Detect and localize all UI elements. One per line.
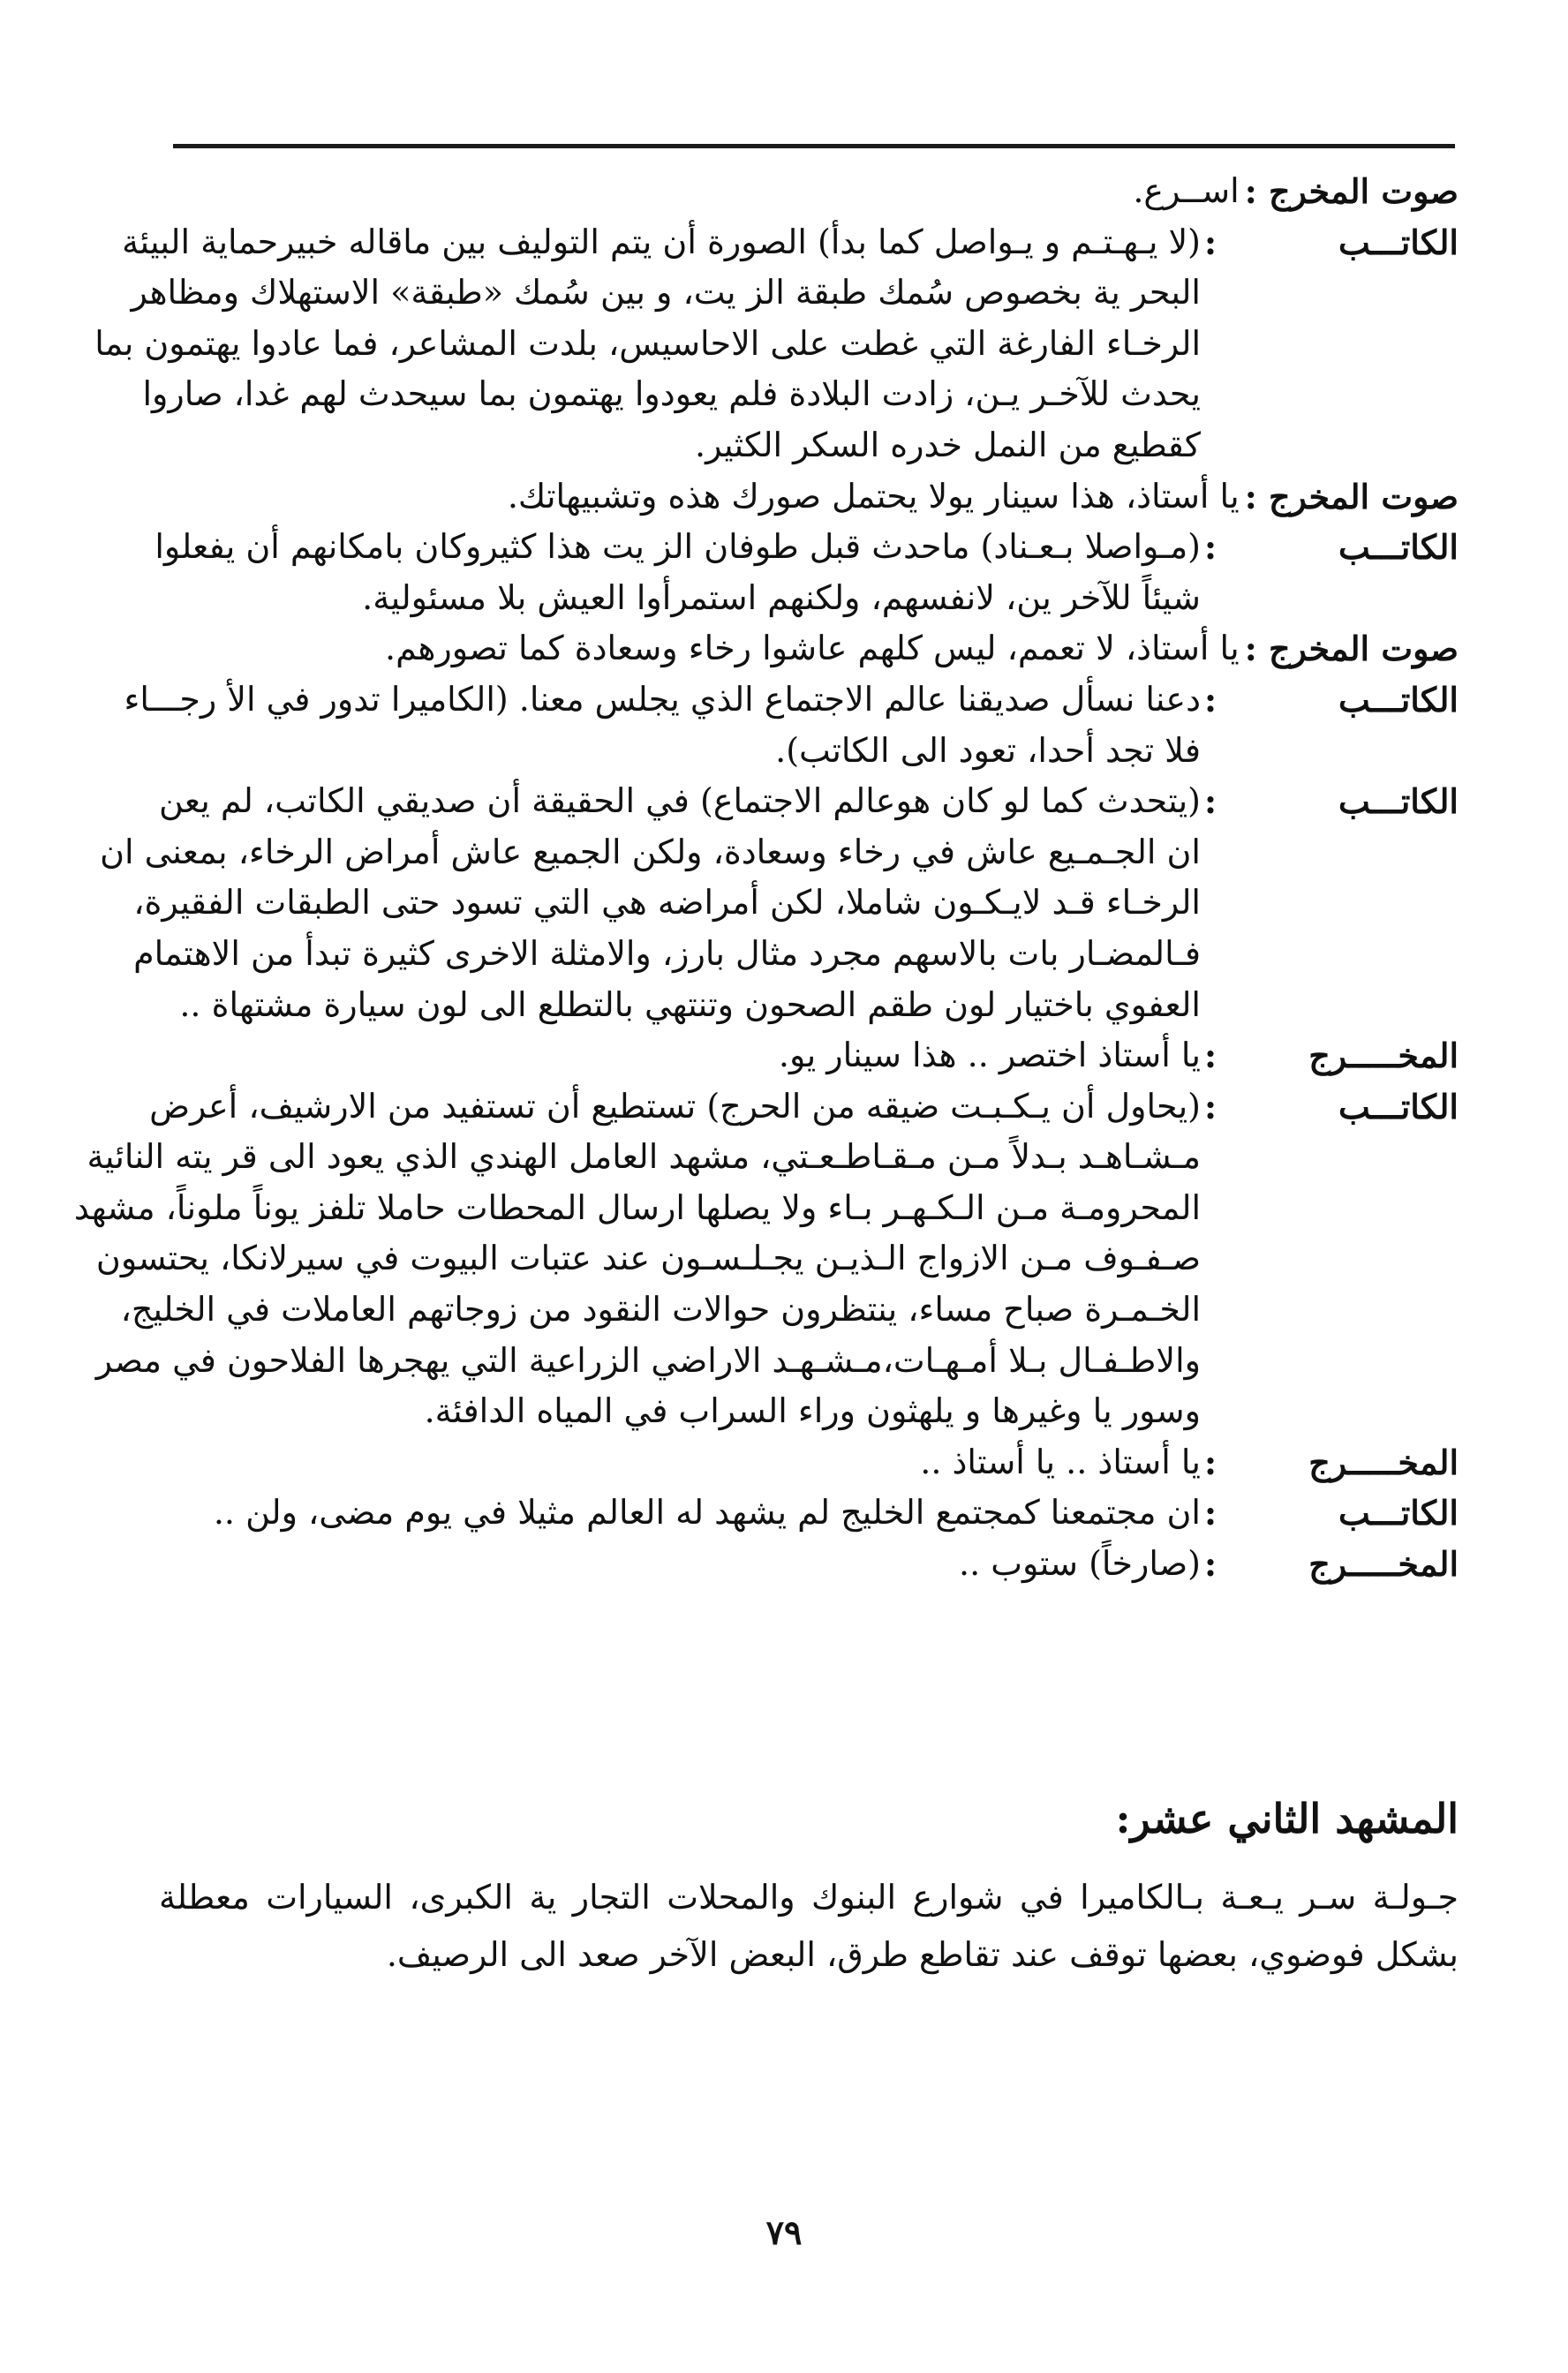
speaker-colon: : xyxy=(1204,1442,1217,1482)
dialogue-line xyxy=(142,369,1459,420)
speaker-colon: : xyxy=(1204,1036,1217,1076)
screenplay-dialogue xyxy=(73,166,1459,1590)
speaker-label xyxy=(1201,1081,1459,1133)
speaker-label xyxy=(1201,1539,1459,1590)
dialogue-text: (يحاول أن يـكـبـت ضيقه من الحرج) تستطيع أن تستفيد من الارشيف، أعرض xyxy=(149,1086,1201,1126)
dialogue-text: الخـمـرة صباح مساء، ينتظرون حوالات النقود من زوجاتهم العاملات في الخليج، xyxy=(120,1290,1201,1330)
dialogue-text: المحرومـة مـن الـكـهـر بـاء ولا يصلها ارسال المحطات حاملا تلفز يوناً ملوناً، مشهد xyxy=(73,1187,1201,1227)
speaker-label xyxy=(1201,522,1459,573)
scene-paragraph xyxy=(159,1869,1459,1984)
speaker-label xyxy=(1201,1437,1459,1488)
speaker-colon: : xyxy=(1204,1544,1217,1585)
speaker-colon: : xyxy=(1204,679,1217,719)
dialogue-text: البحر ية بخصوص سُمك طبقة الز يت، و بين سُمك «طبقة» الاستهلاك ومظاهر xyxy=(131,273,1201,313)
paragraph-text: جـولـة سـر يـعـة بـالكاميرا في شوارع البنوك والمحلات التجار ية الكبرى، السيارات معطلة xyxy=(159,1878,1459,1917)
page-number: ٧٩ xyxy=(765,2212,803,2252)
dialogue-text: يا أستاذ، لا تعمم، ليس كلهم عاشوا رخاء وسعادة كما تصورهم. xyxy=(385,629,1240,668)
dialogue-text: فلا تجد أحدا، تعود الى الكاتب). xyxy=(775,730,1201,770)
dialogue-line xyxy=(94,319,1459,370)
paragraph-line xyxy=(159,1926,1459,1984)
speaker-label xyxy=(1201,1488,1459,1539)
dialogue-line xyxy=(155,522,1459,573)
dialogue-text: شيئاً للآخر ين، لانفسهم، ولكنهم استمرأوا العيش بلا مسئولية. xyxy=(362,577,1201,617)
speaker-label: صوت المخرج : xyxy=(1244,476,1459,516)
speaker-name: المخـــــرج xyxy=(1308,1036,1459,1076)
dialogue-line xyxy=(124,674,1459,726)
dialogue-line xyxy=(159,420,1459,471)
speaker-name: الكاتـــب xyxy=(1338,1086,1459,1126)
speaker-label xyxy=(1201,1030,1459,1081)
dialogue-line xyxy=(159,166,1459,217)
paragraph-line xyxy=(159,1869,1459,1926)
speaker-colon: : xyxy=(1204,527,1217,568)
dialogue-text: الرخـاء قـد لايـكـون شاملا، لكن أمراضه هي التي تسود حتى الطبقات الفقيرة، xyxy=(133,883,1201,923)
dialogue-text: (يتحدث كما لو كان هوعالم الاجتماع) في الحقيقة أن صديقي الكاتب، لم يعن xyxy=(158,781,1201,821)
dialogue-line xyxy=(87,1132,1459,1183)
dialogue-line xyxy=(159,1539,1459,1590)
dialogue-line xyxy=(159,573,1459,624)
dialogue-line xyxy=(133,929,1459,980)
speaker-name: الكاتـــب xyxy=(1338,781,1459,822)
speaker-name: الكاتـــب xyxy=(1338,222,1459,262)
dialogue-text: ان الجـمـيع عاش في رخاء وسعادة، ولكن الجميع عاش أمراض الرخاء، بمعنى ان xyxy=(100,832,1201,871)
dialogue-line xyxy=(133,878,1459,929)
dialogue-line xyxy=(95,1336,1459,1387)
paragraph-text: بشكل فوضوي، بعضها توقف عند تقاطع طرق، البعض الآخر صعد الى الرصيف. xyxy=(386,1935,1459,1974)
dialogue-line xyxy=(159,726,1459,777)
dialogue-line xyxy=(159,623,1459,674)
dialogue-text: يحدث للآخـر يـن، زادت البلادة فلم يعودوا يهتمون بما سيحدث لهم غدا، صاروا xyxy=(142,374,1201,414)
speaker-colon: : xyxy=(1204,781,1217,822)
dialogue-text: كقطيع من النمل خدره السكر الكثير. xyxy=(695,425,1201,464)
speaker-name: الكاتـــب xyxy=(1338,679,1459,719)
dialogue-text: يا أستاذ، هذا سينار يولا يحتمل صورك هذه وتشبيهاتك. xyxy=(507,476,1240,516)
top-rule xyxy=(173,144,1455,148)
dialogue-line xyxy=(159,1386,1459,1437)
speaker-label xyxy=(1201,217,1459,268)
dialogue-text: ان مجتمعنا كمجتمع الخليج لم يشهد له العالم مثيلا في يوم مضى، ولن .. xyxy=(213,1493,1201,1533)
scene-heading: المشهد الثاني عشر: xyxy=(1115,1795,1459,1842)
dialogue-line xyxy=(159,1030,1459,1081)
dialogue-text: دعنا نسأل صديقنا عالم الاجتماع الذي يجلس معنا. (الكاميرا تدور في الأ رجـــاء xyxy=(124,679,1201,719)
dialogue-line xyxy=(120,1284,1459,1336)
dialogue-text: الرخـاء الفارغة التي غطت على الاحاسيس، بلدت المشاعر، فما عادوا يهتمون بما xyxy=(94,323,1201,363)
dialogue-text: (مـواصلا بـعـناد) ماحدث قبل طوفان الز يت هذا كثيروكان بامكانهم أن يفعلوا xyxy=(155,527,1201,567)
dialogue-text: العفوي باختيار لون طقم الصحون وتنتهي بالتطلع الى لون سيارة مشتهاة .. xyxy=(179,984,1201,1024)
dialogue-text: والاطـفـال بـلا أمـهـات،مـشـهـد الاراضي الزراعية التي يهجرها الفلاحون في مصر xyxy=(95,1340,1201,1380)
speaker-label xyxy=(1201,776,1459,827)
dialogue-line xyxy=(159,980,1459,1031)
speaker-label xyxy=(1201,674,1459,726)
dialogue-text: فـالمضـار بات بالاسهم مجرد مثال بارز، والامثلة الاخرى كثيرة تبدأ من الاهتمام xyxy=(133,933,1201,973)
speaker-colon: : xyxy=(1204,1493,1217,1533)
dialogue-text: اســرع. xyxy=(1133,171,1240,210)
dialogue-line xyxy=(159,1437,1459,1488)
speaker-label: صوت المخرج : xyxy=(1244,171,1459,211)
speaker-colon: : xyxy=(1204,222,1217,262)
speaker-colon: : xyxy=(1204,1086,1217,1126)
dialogue-text: (لا يـهـتـم و يـواصل كما بدأ) الصورة أن يتم التوليف بين ماقاله خبيرحماية البيئة xyxy=(122,222,1201,261)
speaker-name: المخـــــرج xyxy=(1308,1442,1459,1482)
dialogue-line xyxy=(149,1081,1459,1133)
dialogue-line xyxy=(100,827,1459,878)
dialogue-line xyxy=(159,471,1459,523)
dialogue-line xyxy=(159,776,1459,827)
dialogue-text: مـشـاهـد بـدلاً مـن مـقـاطـعـتي، مشهد العامل الهندي الذي يعود الى قر يته النائية xyxy=(87,1137,1201,1177)
speaker-name: المخـــــرج xyxy=(1308,1544,1459,1585)
dialogue-line xyxy=(95,1233,1459,1284)
dialogue-line xyxy=(159,1488,1459,1539)
dialogue-text: صـفـوف مـن الازواج الـذيـن يجـلـسـون عند عتبات البيوت في سيرلانكا، يحتسون xyxy=(95,1239,1201,1278)
dialogue-line xyxy=(131,267,1459,319)
speaker-name: الكاتـــب xyxy=(1338,1493,1459,1533)
dialogue-text: يا أستاذ اختصر .. هذا سينار يو. xyxy=(778,1036,1201,1075)
dialogue-line xyxy=(73,1183,1459,1234)
speaker-name: الكاتـــب xyxy=(1338,527,1459,568)
dialogue-text: يا أستاذ .. يا أستاذ .. xyxy=(920,1442,1201,1481)
dialogue-text: وسور يا وغيرها و يلهثون وراء السراب في المياه الدافئة. xyxy=(424,1391,1201,1431)
speaker-label: صوت المخرج : xyxy=(1244,629,1459,669)
dialogue-text: (صارخاً) ستوب .. xyxy=(959,1544,1201,1584)
dialogue-line xyxy=(122,217,1459,268)
